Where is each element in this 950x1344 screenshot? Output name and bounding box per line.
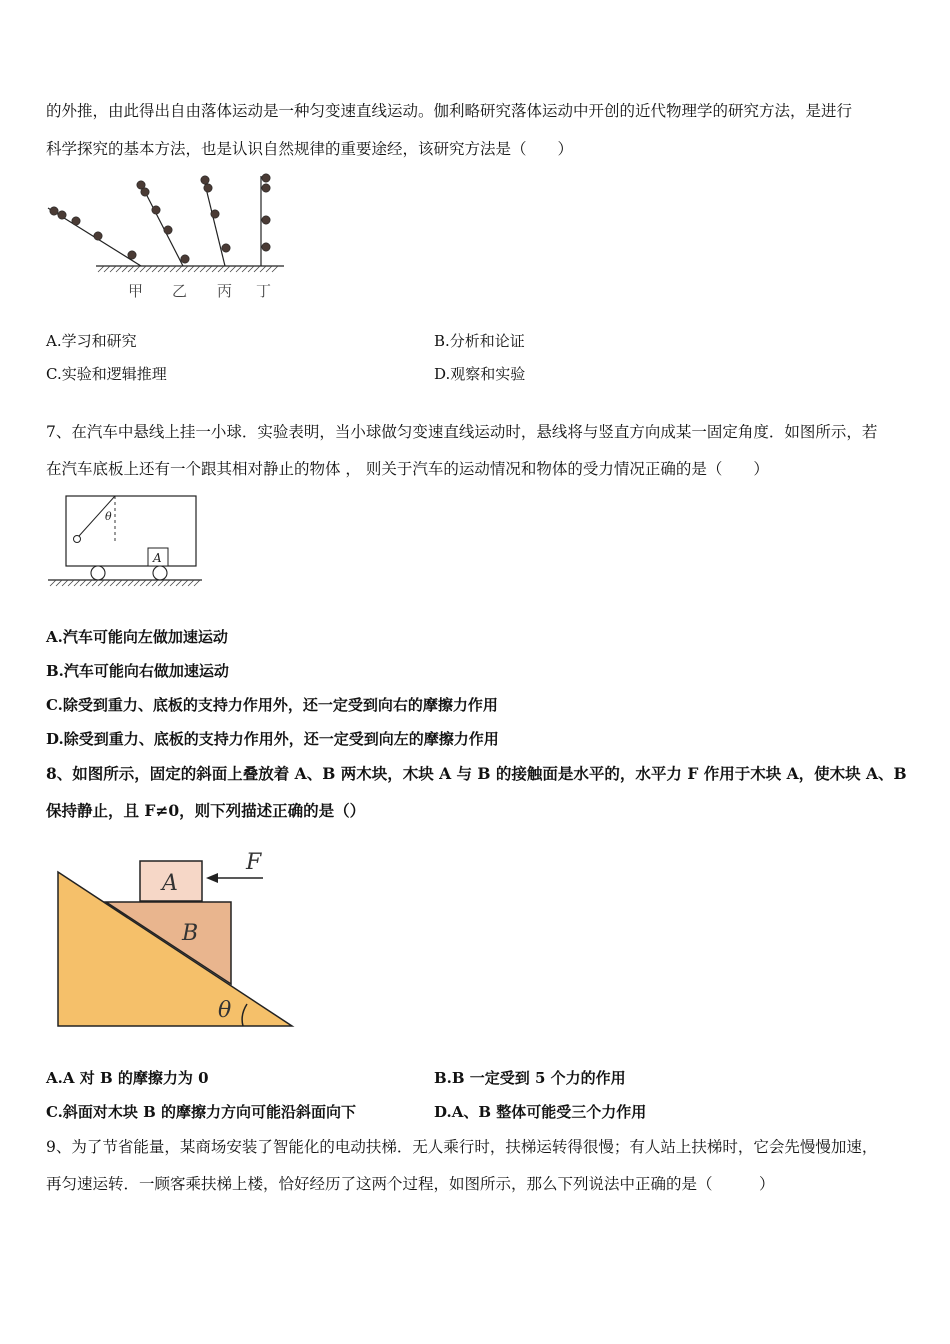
- q7-text-line-1: 7、在汽车中悬线上挂一小球．实验表明，当小球做匀变速直线运动时，悬线将与竖直方向成某一固定角度．如图所示，若: [46, 423, 878, 441]
- q7-label-theta: θ: [105, 510, 112, 523]
- q6-incline-figure: [44, 168, 294, 308]
- q7-car-figure: [46, 490, 206, 590]
- q6-option-a: A.学习和研究: [46, 332, 137, 350]
- q7-option-a: A.汽车可能向左做加速运动: [46, 628, 228, 646]
- q6-label-jia: 甲: [128, 282, 144, 300]
- q8-label-b: B: [182, 921, 199, 946]
- q8-label-a: A: [162, 871, 178, 896]
- q8-text-line-2: 保持静止，且 F≠0，则下列描述正确的是（）: [46, 801, 366, 820]
- q7-option-b: B.汽车可能向右做加速运动: [46, 662, 229, 680]
- q6-option-d: D.观察和实验: [434, 365, 526, 383]
- q8-incline-blocks-figure: [50, 845, 310, 1035]
- q9-text-line-2: 再匀速运转．一顾客乘扶梯上楼，恰好经历了这两个过程，如图所示，那么下列说法中正确的是（ ）: [46, 1175, 775, 1193]
- q7-option-d: D.除受到重力、底板的支持力作用外，还一定受到向左的摩擦力作用: [46, 730, 499, 748]
- q7-option-c: C.除受到重力、底板的支持力作用外，还一定受到向右的摩擦力作用: [46, 696, 498, 714]
- q8-option-d: D.A、B 整体可能受三个力作用: [434, 1103, 647, 1121]
- q9-text-line-1: 9、为了节省能量，某商场安装了智能化的电动扶梯．无人乘行时，扶梯运转得很慢；有人站上扶梯时，它会先慢慢加速，: [46, 1138, 878, 1156]
- q7-text-line-2: 在汽车底板上还有一个跟其相对静止的物体 ， 则关于汽车的运动情况和物体的受力情况正确的是（ ）: [46, 460, 769, 478]
- q6-label-bing: 丙: [217, 282, 233, 300]
- q8-option-c: C.斜面对木块 B 的摩擦力方向可能沿斜面向下: [46, 1103, 357, 1121]
- q7-label-block-a: A: [153, 551, 162, 565]
- q8-text-line-1: 8、如图所示，固定的斜面上叠放着 A、B 两木块，木块 A 与 B 的接触面是水平的，水平力 F 作用于木块 A，使木块 A、B: [46, 764, 907, 783]
- q6-option-c: C.实验和逻辑推理: [46, 365, 167, 383]
- q6-label-yi: 乙: [172, 282, 188, 300]
- q8-option-b: B.B 一定受到 5 个力的作用: [434, 1069, 626, 1087]
- q8-option-a: A.A 对 B 的摩擦力为 0: [46, 1069, 209, 1087]
- q6-option-b: B.分析和论证: [434, 332, 525, 350]
- q8-label-f: F: [246, 850, 262, 875]
- q8-label-theta: θ: [218, 998, 232, 1023]
- q6-text-line-2: 科学探究的基本方法，也是认识自然规律的重要途经，该研究方法是（ ）: [46, 140, 574, 158]
- q6-text-line-1: 的外推，由此得出自由落体运动是一种匀变速直线运动。伽利略研究落体运动中开创的近代物理学的研究方法，是进行: [46, 102, 853, 120]
- q6-label-ding: 丁: [256, 282, 272, 300]
